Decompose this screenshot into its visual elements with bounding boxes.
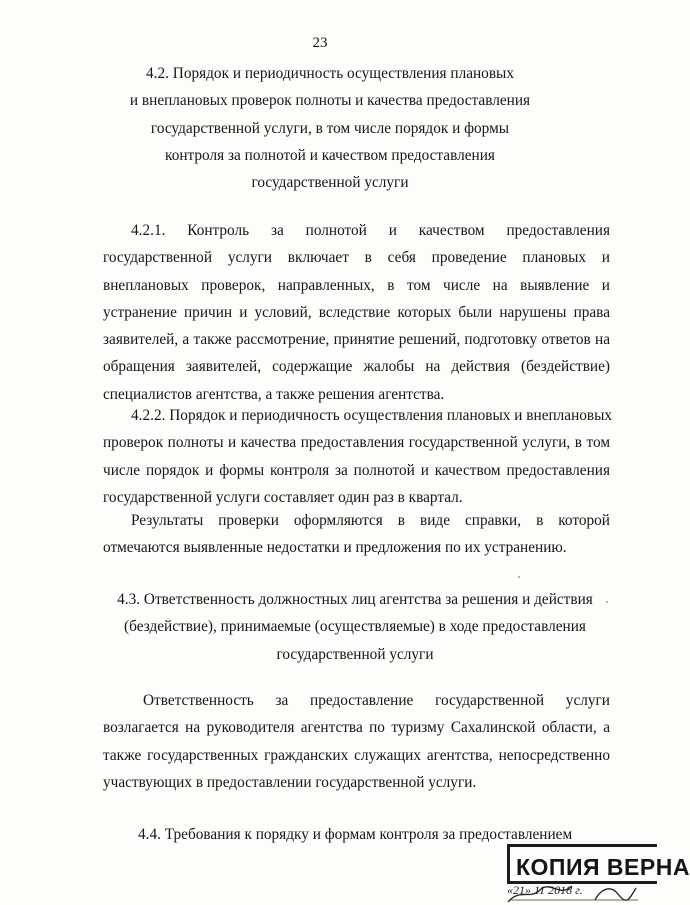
heading-line: (бездействие), принимаемые (осуществляемые) в ходе предоставления [124, 618, 586, 636]
paragraph-line: числе порядок и формы контроля за полнотой и качеством предоставления [103, 461, 610, 479]
paragraph-line: государственной услуги составляет один раз в квартал. [103, 488, 463, 506]
paragraph-4-2-2 [103, 402, 613, 511]
paragraph-line: специалистов агентства, а также решения агентства. [103, 385, 445, 403]
heading-line: контроля за полнотой и качеством предоставления [165, 146, 495, 164]
paragraph-line: внеплановых проверок, направленных, в том числе на выявление и [103, 276, 610, 294]
heading-line: 4.4. Требования к порядку и формам контроля за предоставлением [138, 826, 573, 843]
paragraph-4-2-1 [103, 217, 610, 408]
paragraph-line: государственной услуги включает в себя проведение плановых и [103, 249, 610, 267]
paragraph-line: заявителей, а также рассмотрение, принятие решений, подготовку ответов на [103, 331, 610, 349]
paragraph-line: устранение причин и условий, вследствие которых были нарушены права [103, 303, 610, 321]
paragraph-line: возлагается на руководителя агентства по туризму Сахалинской области, а [103, 719, 610, 737]
scan-speck [606, 601, 608, 603]
section-4-3-heading [85, 586, 625, 668]
paragraph-line: участвующих в предоставлении государственной услуги. [103, 773, 477, 791]
paragraph-line: Результаты проверки оформляются в виде справки, в которой [131, 512, 610, 529]
paragraph-line: обращения заявителей, содержащие жалобы на действия (бездействие) [103, 358, 610, 376]
scan-speck [518, 576, 520, 578]
heading-line: 4.2. Порядок и периодичность осуществления плановых [146, 65, 514, 82]
paragraph-line: отмечаются выявленные недостатки и предложения по их устранению. [103, 539, 567, 557]
paragraph-4-3 [103, 687, 610, 796]
heading-line: и внеплановых проверок полноты и качества предоставления [129, 92, 531, 110]
paragraph-line: проверок полноты и качества предоставления государственной услуги, в том [103, 434, 610, 452]
page-number: 23 [312, 35, 328, 51]
paragraph-results [103, 507, 610, 562]
heading-line: государственной услуги, в том числе порядок и формы [150, 119, 510, 137]
heading-line: государственной услуги [251, 174, 409, 192]
stamp-date-line: «21» 11 2018 г. [507, 883, 583, 897]
copy-certified-stamp: КОПИЯ ВЕРНА [507, 844, 657, 884]
paragraph-line: Ответственность за предоставление государственной услуги [143, 692, 610, 709]
heading-line: государственной услуги [276, 645, 434, 663]
paragraph-line: также государственных гражданских служащих агентства, непосредственно [103, 746, 610, 764]
heading-line: 4.3. Ответственность должностных лиц агентства за решения и действия [117, 591, 593, 608]
paragraph-line: 4.2.1. Контроль за полнотой и качеством предоставления [131, 222, 610, 239]
section-4-2-heading [60, 60, 600, 196]
signature-scribble [500, 880, 640, 905]
paragraph-line: 4.2.2. Порядок и периодичность осуществления плановых и внеплановых [131, 407, 613, 424]
